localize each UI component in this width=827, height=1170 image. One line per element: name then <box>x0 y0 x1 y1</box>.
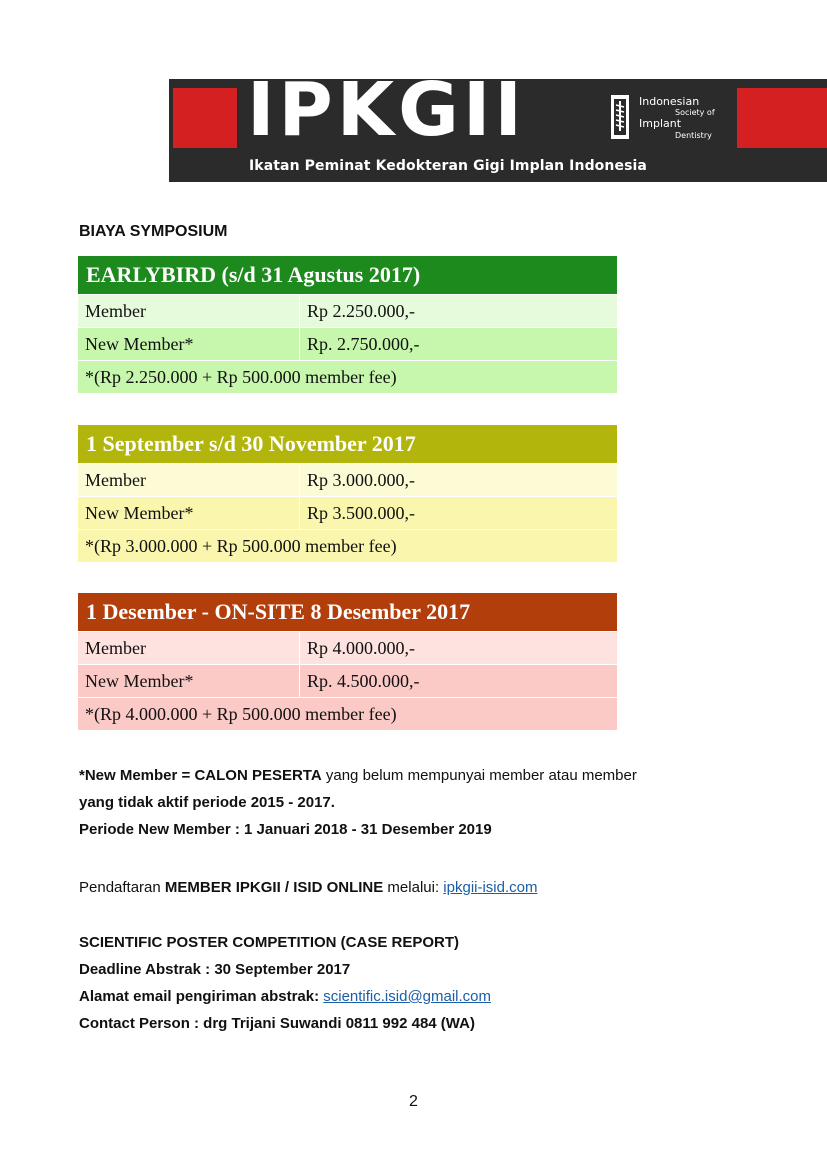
table-row <box>78 463 617 496</box>
new-member-definition: *New Member = CALON PESERTA <box>79 767 322 784</box>
table-title: EARLYBIRD (s/d 31 Agustus 2017) <box>78 256 617 294</box>
row-note: *(Rp 3.000.000 + Rp 500.000 member fee) <box>85 536 397 556</box>
registration-bold: MEMBER IPKGII / ISID ONLINE <box>164 879 384 896</box>
page-number: 2 <box>409 1093 418 1110</box>
isid-logo <box>609 91 719 151</box>
poster-title: SCIENTIFIC POSTER COMPETITION (CASE REPORT) <box>79 934 460 951</box>
row-price: Rp. 4.500.000,- <box>307 671 420 691</box>
registration-link[interactable]: ipkgii-isid.com <box>443 879 538 896</box>
poster-contact: Contact Person : drg Trijani Suwandi 0811 992 484 (WA) <box>79 1015 475 1032</box>
banner-red-block-right <box>737 88 827 148</box>
row-price: Rp. 2.750.000,- <box>307 334 420 354</box>
price-table-september <box>78 425 617 562</box>
poster-section <box>79 929 491 1037</box>
row-note: *(Rp 2.250.000 + Rp 500.000 member fee) <box>85 367 397 387</box>
row-label: Member <box>78 632 300 664</box>
isid-line3: Implant <box>639 117 682 130</box>
row-label: New Member* <box>78 497 300 529</box>
banner-red-block-left <box>173 88 237 148</box>
banner-subtitle: Ikatan Peminat Kedokteran Gigi Implan Indonesia <box>249 158 647 174</box>
poster-deadline: Deadline Abstrak : 30 September 2017 <box>79 961 351 978</box>
row-price: Rp 3.500.000,- <box>307 503 415 523</box>
table-title: 1 Desember - ON-SITE 8 Desember 2017 <box>78 593 617 631</box>
new-member-period-note: yang tidak aktif periode 2015 - 2017. <box>79 794 335 811</box>
logo-text: IPKGII <box>247 79 526 153</box>
row-note: *(Rp 4.000.000 + Rp 500.000 member fee) <box>85 704 397 724</box>
table-note-row <box>78 360 617 393</box>
table-row <box>78 327 617 360</box>
table-note-row <box>78 529 617 562</box>
table-row <box>78 631 617 664</box>
isid-line4: Dentistry <box>675 131 712 140</box>
isid-line1: Indonesian <box>639 95 700 108</box>
page-heading: BIAYA SYMPOSIUM <box>79 223 228 240</box>
registration-line <box>79 874 538 901</box>
poster-email-link[interactable]: scientific.isid@gmail.com <box>323 988 492 1005</box>
row-label: Member <box>78 464 300 496</box>
table-title: 1 September s/d 30 November 2017 <box>78 425 617 463</box>
new-member-period: Periode New Member : 1 Januari 2018 - 31 Desember 2019 <box>79 821 492 838</box>
table-row <box>78 496 617 529</box>
row-price: Rp 4.000.000,- <box>307 638 415 658</box>
registration-prefix: Pendaftaran <box>79 879 165 896</box>
row-label: Member <box>78 295 300 327</box>
table-note-row <box>78 697 617 730</box>
implant-icon <box>609 95 631 139</box>
table-row <box>78 664 617 697</box>
new-member-definition-rest: yang belum mempunyai member atau member <box>321 767 637 784</box>
row-price: Rp 3.000.000,- <box>307 470 415 490</box>
price-table-desember <box>78 593 617 730</box>
price-table-earlybird <box>78 256 617 393</box>
registration-middle: melalui: <box>383 879 444 896</box>
isid-line2: Society of <box>675 108 715 117</box>
poster-email-label: Alamat email pengiriman abstrak: <box>79 988 324 1005</box>
new-member-note <box>79 762 637 843</box>
row-label: New Member* <box>78 328 300 360</box>
table-row <box>78 294 617 327</box>
row-label: New Member* <box>78 665 300 697</box>
header-banner <box>169 79 827 182</box>
row-price: Rp 2.250.000,- <box>307 301 415 321</box>
